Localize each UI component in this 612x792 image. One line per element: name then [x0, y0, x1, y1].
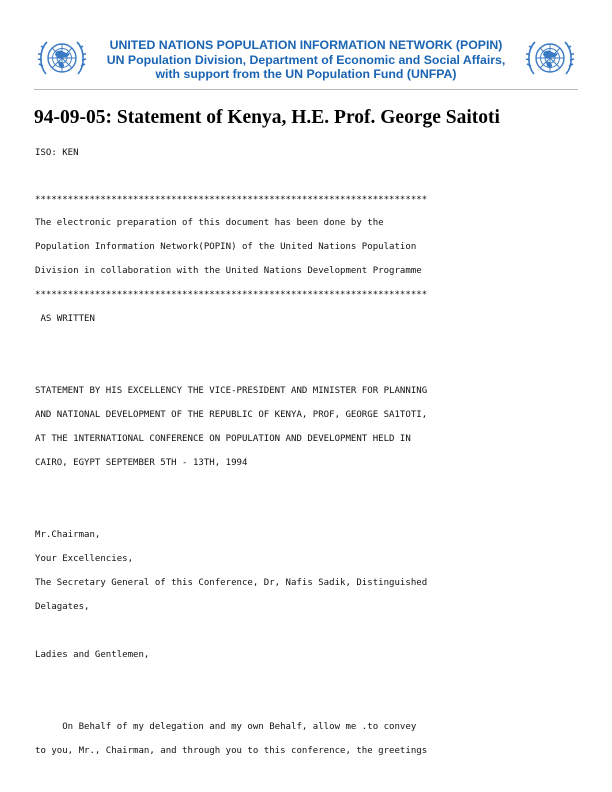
page-header: [0, 0, 612, 92]
text-line: STATEMENT BY HIS EXCELLENCY THE VICE-PRESIDENT AND MINISTER FOR PLANNING: [35, 386, 428, 396]
document-title: 94-09-05: Statement of Kenya, H.E. Prof. George Saitoti: [34, 107, 500, 128]
text-line: The Secretary General of this Conference, Dr, Nafis Sadik, Distinguished: [35, 578, 428, 588]
header-line-1: UNITED NATIONS POPULATION INFORMATION NETWORK (POPIN): [109, 38, 503, 52]
iso-code-line: ISO: KEN: [35, 148, 79, 158]
header-title-block: [92, 38, 520, 82]
text-line: On Behalf of my delegation and my own Behalf, allow me .to convey: [35, 722, 417, 732]
text-line: AT THE 1NTERNATIONAL CONFERENCE ON POPULATION AND DEVELOPMENT HELD IN: [35, 434, 411, 444]
asterisk-separator: ************************************************************************: [35, 195, 428, 205]
text-line: Delagates,: [35, 602, 90, 612]
text-line: Population Information Network(POPIN) of the United Nations Population: [35, 242, 417, 252]
header-divider: [34, 89, 578, 90]
text-line: AND NATIONAL DEVELOPMENT OF THE REPUBLIC OF KENYA, PROF, GEORGE SA1TOTI,: [35, 410, 428, 420]
text-line: to you, Mr., Chairman, and through you to this conference, the greetings: [35, 746, 428, 756]
text-line: Ladies and Gentlemen,: [35, 650, 150, 660]
un-emblem-icon: [36, 36, 88, 80]
text-line: Your Excellencies,: [35, 554, 134, 564]
asterisk-separator: ************************************************************************: [35, 290, 428, 300]
text-line: Division in collaboration with the United Nations Development Programme: [35, 266, 422, 276]
header-line-2: UN Population Division, Department of Economic and Social Affairs,: [106, 52, 506, 67]
text-line: Mr.Chairman,: [35, 530, 101, 540]
text-line: CAIRO, EGYPT SEPTEMBER 5TH - 13TH, 1994: [35, 458, 248, 468]
un-emblem-icon: [524, 36, 576, 80]
header-line-3: with support from the UN Population Fund (UNFPA): [155, 67, 457, 81]
text-line: AS WRITTEN: [35, 314, 95, 324]
text-line: The electronic preparation of this document has been done by the: [35, 218, 384, 228]
